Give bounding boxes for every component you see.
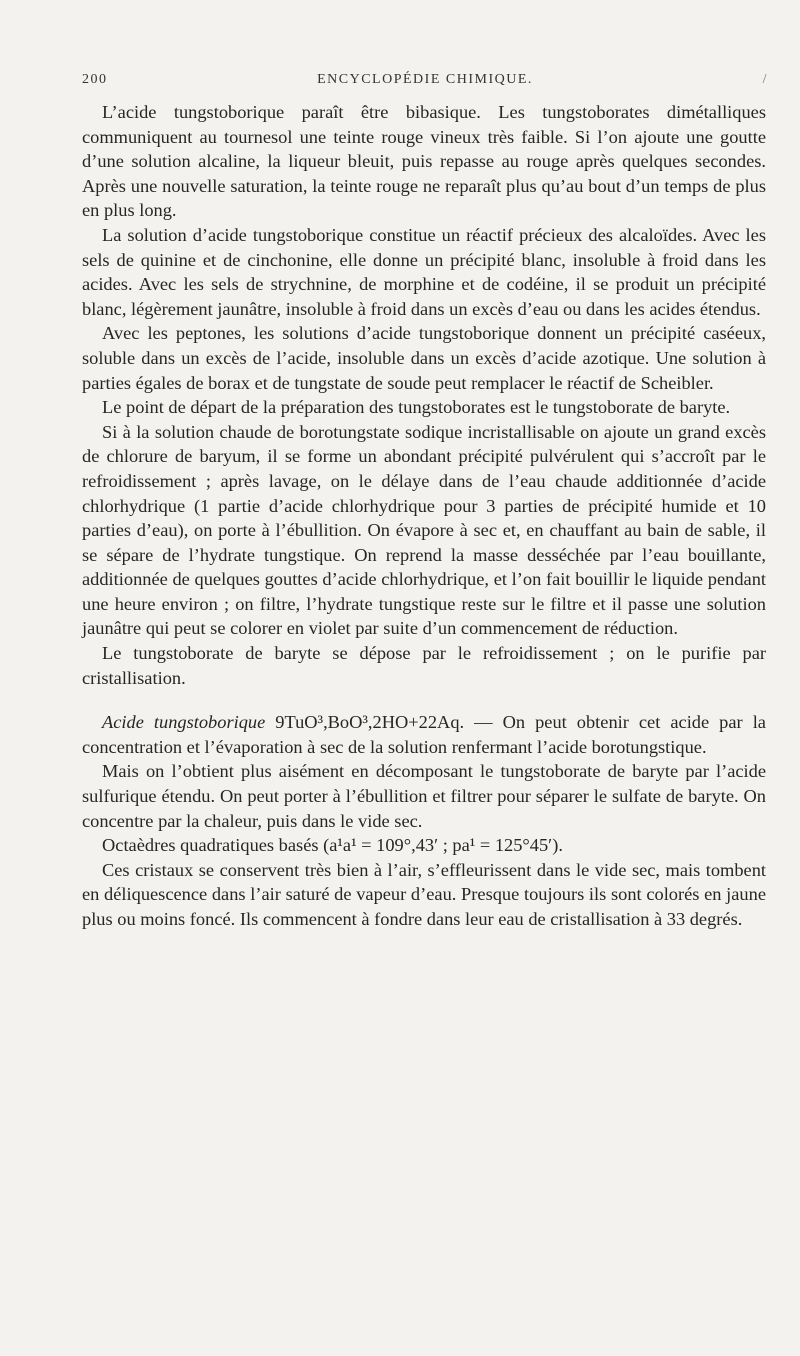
chemical-formula: 9TuO³,BoO³,2HO+22Aq. <box>275 712 465 733</box>
margin-mark: / <box>762 72 768 87</box>
paragraph: Ces cristaux se conservent très bien à l’air, s’effleurissent dans le vide sec, mais tombent en déliquescence dans l’air saturé de vapeur d’eau. Presque toujours ils sont colorés en jaune plus ou moins foncé. Ils commencent à fondre dans leur eau de cristallisation à 33 degrés. <box>82 859 766 929</box>
running-header <box>82 72 768 94</box>
section-heading: Acide tungstoborique <box>102 712 266 733</box>
paragraph-text: — On peut obtenir cet acide par la concentration et l’évaporation à sec de la solution renfermant l’acide borotungstique. <box>82 712 766 757</box>
running-title: ENCYCLOPÉDIE CHIMIQUE. <box>317 72 533 87</box>
paragraph: Si à la solution chaude de borotungstate sodique incristallisable on ajoute un grand excès de chlorure de baryum, il se forme un abondant précipité pulvérulent qui s’accroît par le refroidissement ; après lavage, on le délaye dans de l’eau chaude additionnée d’acide chlorhydrique (1 partie d’acide chlorhydrique pour 3 parties de précipité humide et 10 parties d’eau), on porte à l’ébullition. On évapore à sec et, en chauffant au bain de sable, il se sépare de l’hydrate tungstique. On reprend la masse desséchée par l’eau bouillante, additionnée de quelques gouttes d’acide chlorhydrique, et l’on fait bouillir le liquide pendant une heure environ ; on filtre, l’hydrate tungstique reste sur le filtre et il passe une solution jaunâtre qui peut se colorer en violet par suite d’un commencement de réduction. <box>82 421 766 639</box>
paragraph: L’acide tungstoborique paraît être bibasique. Les tungstoborates dimétalliques communiquent au tournesol une teinte rouge vineux très faible. Si l’on ajoute une goutte d’une solution alcaline, la liqueur bleuit, puis repasse au rouge après quelques secondes. Après une nouvelle saturation, la teinte rouge ne reparaît plus qu’au bout d’un temps de plus en plus long. <box>82 102 766 221</box>
page-body <box>82 100 766 932</box>
paragraph: Avec les peptones, les solutions d’acide tungstoborique donnent un précipité caséeux, soluble dans un excès de l’acide, insoluble dans un excès d’acide azotique. Une solution à parties égales de borax et de tungstate de soude peut remplacer le réactif de Scheibler. <box>82 323 766 393</box>
paragraph: La solution d’acide tungstoborique constitue un réactif précieux des alcaloïdes. Avec les sels de quinine et de cinchonine, elle donne un précipité blanc, insoluble à froid dans les acides. Avec les sels de strychnine, de morphine et de codéine, il se produit un précipité blanc, légèrement jaunâtre, insoluble à froid dans un excès d’eau ou dans les acides étendus. <box>82 224 766 319</box>
section-paragraph-acide <box>82 710 766 759</box>
paragraph: Octaèdres quadratiques basés (a¹a¹ = 109°,43′ ; pa¹ = 125°45′). <box>102 835 563 856</box>
paragraph: Mais on l’obtient plus aisément en décomposant le tungstoborate de baryte par l’acide sulfurique étendu. On peut porter à l’ébullition et filtrer pour séparer le sulfate de baryte. On concentre par la chaleur, puis dans le vide sec. <box>82 761 766 831</box>
page-number: 200 <box>82 72 108 87</box>
paragraph: Le point de départ de la préparation des tungstoborates est le tungstoborate de baryte. <box>102 397 731 418</box>
paragraph: Le tungstoborate de baryte se dépose par le refroidissement ; on le purifie par cristallisation. <box>82 643 766 688</box>
